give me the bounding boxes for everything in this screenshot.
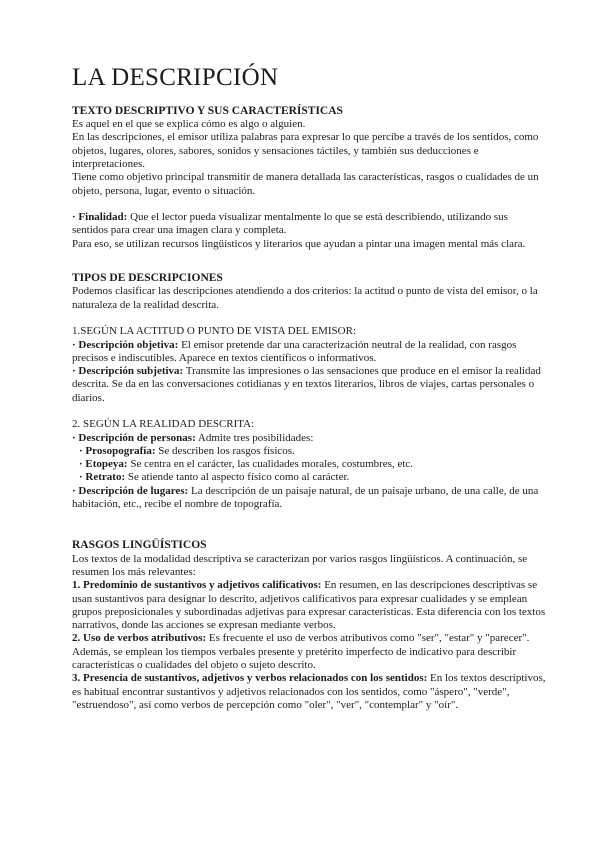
bullet-finalidad-lead: · Finalidad:: [72, 211, 128, 224]
numbered-item-verbos-atributivos: [72, 632, 546, 672]
subheading-actitud-emisor: 1.SEGÚN LA ACTITUD O PUNTO DE VISTA DEL EMISOR:: [72, 325, 357, 338]
bullet-subjetiva-text: Transmite las impresiones o las sensaciones que produce en el emisor la realidad descrita. Se da en las conversaciones cotidianas y en textos literarios, libros de viajes, cartas personales o diarios.: [72, 365, 541, 404]
subbullet-prosopografia-lead: · Prosopografía:: [79, 444, 156, 457]
bullet-finalidad: [72, 211, 546, 238]
subbullet-etopeya: [72, 458, 546, 471]
section-heading-rasgos: RASGOS LINGÜÍSTICOS: [72, 539, 207, 552]
bullet-objetiva-text: El emisor pretende dar una caracterización neutral de la realidad, con rasgos precisos e indiscutibles. Aparece en textos científicos o informativos.: [72, 338, 517, 364]
bullet-descripcion-subjetiva: [72, 365, 546, 405]
item-sustantivos-text: En resumen, en las descripciones descriptivas se usan sustantivos para designar lo descrito, adjetivos calificativos para expresar cualidades y se emplean grupos preposicionales y subordinadas adjetivas para expresar características. Esta diferencia con los textos narrativos, donde las acciones se expresan mediante verbos.: [72, 579, 546, 632]
section-tipos-descripciones: [72, 272, 546, 511]
item-sentidos-text: En los textos descriptivos, es habitual encontrar sustantivos y adjetivos relacionados con los sentidos, como "áspero", "verde", "estruendoso", así como verbos de percepción como "oler", "ver", "contemplar" y "oír".: [72, 672, 546, 711]
paragraph-objetivo: Tiene como objetivo principal transmitir de manera detallada las características, rasgos o cualidades de un objeto, persona, lugar, evento o situación.: [72, 171, 539, 197]
bullet-objetiva-lead: · Descripción objetiva:: [72, 338, 179, 351]
subbullet-etopeya-lead: · Etopeya:: [79, 458, 128, 471]
subbullet-retrato: [72, 471, 546, 484]
document-title: LA DESCRIPCIÓN: [72, 64, 279, 91]
document-content: [72, 64, 546, 712]
bullet-descripcion-personas: [72, 432, 546, 445]
paragraph-tipos-intro: Podemos clasificar las descripciones atendiendo a dos criterios: la actitud o punto de vista del emisor, o la naturaleza de la realidad descrita.: [72, 285, 538, 311]
bullet-subjetiva-lead: · Descripción subjetiva:: [72, 365, 184, 378]
item-verbos-lead: 2. Uso de verbos atributivos:: [72, 632, 207, 645]
section-texto-descriptivo: [72, 105, 546, 251]
section-rasgos-linguisticos: [72, 539, 546, 712]
bullet-lugares-lead: · Descripción de lugares:: [72, 484, 189, 497]
paragraph-rasgos-intro: Los textos de la modalidad descriptiva se caracterizan por varios rasgos lingüísticos. A continuación, se resumen los más relevantes:: [72, 552, 528, 578]
paragraph-emisor: En las descripciones, el emisor utiliza palabras para expresar lo que percibe a través de los sentidos, como objetos, lugares, olores, sabores, sonidos y sensaciones táctiles, y también sus deducciones e interpretaciones.: [72, 131, 539, 170]
subbullet-prosopografia: [72, 445, 546, 458]
bullet-personas-lead: · Descripción de personas:: [72, 431, 196, 444]
numbered-item-sustantivos: [72, 579, 546, 632]
bullet-personas-text: Admite tres posibilidades:: [195, 431, 314, 444]
numbered-item-sentidos: [72, 672, 546, 712]
subbullet-etopeya-text: Se centra en el carácter, las cualidades morales, costumbres, etc.: [127, 458, 414, 471]
subbullet-retrato-text: Se atiende tanto al aspecto físico como al carácter.: [125, 471, 350, 484]
bullet-descripcion-lugares: [72, 485, 546, 512]
subbullet-prosopografia-text: Se describen los rasgos físicos.: [155, 444, 295, 457]
paragraph-recursos: Para eso, se utilizan recursos lingüísticos y literarios que ayudan a pintar una imagen mental más clara.: [72, 237, 526, 250]
bullet-descripcion-objetiva: [72, 339, 546, 366]
item-sustantivos-lead: 1. Predominio de sustantivos y adjetivos calificativos:: [72, 579, 322, 592]
subheading-realidad-descrita: 2. SEGÚN LA REALIDAD DESCRITA:: [72, 418, 255, 431]
bullet-finalidad-text: Que el lector pueda visualizar mentalmente lo que se está describiendo, utilizando sus sentidos para crear una imagen clara y completa.: [72, 211, 508, 237]
section-heading-caracteristicas: TEXTO DESCRIPTIVO Y SUS CARACTERÍSTICAS: [72, 104, 343, 117]
section-heading-tipos: TIPOS DE DESCRIPCIONES: [72, 272, 223, 285]
bullet-lugares-text: La descripción de un paisaje natural, de un paisaje urbano, de una calle, de una habitación, etc., recibe el nombre de topografía.: [72, 484, 539, 511]
item-verbos-text: Es frecuente el uso de verbos atributivos como "ser", "estar" y "parecer". Además, se emplean los tiempos verbales presente y pretérito imperfecto de indicativo para describir características o cualidades del objeto o sujeto descrito.: [72, 632, 530, 672]
item-sentidos-lead: 3. Presencia de sustantivos, adjetivos y verbos relacionados con los sentidos:: [72, 672, 428, 685]
paragraph-definicion: Es aquel en el que se explica cómo es algo o alguien.: [72, 118, 306, 131]
subbullet-retrato-lead: · Retrato:: [79, 471, 126, 484]
